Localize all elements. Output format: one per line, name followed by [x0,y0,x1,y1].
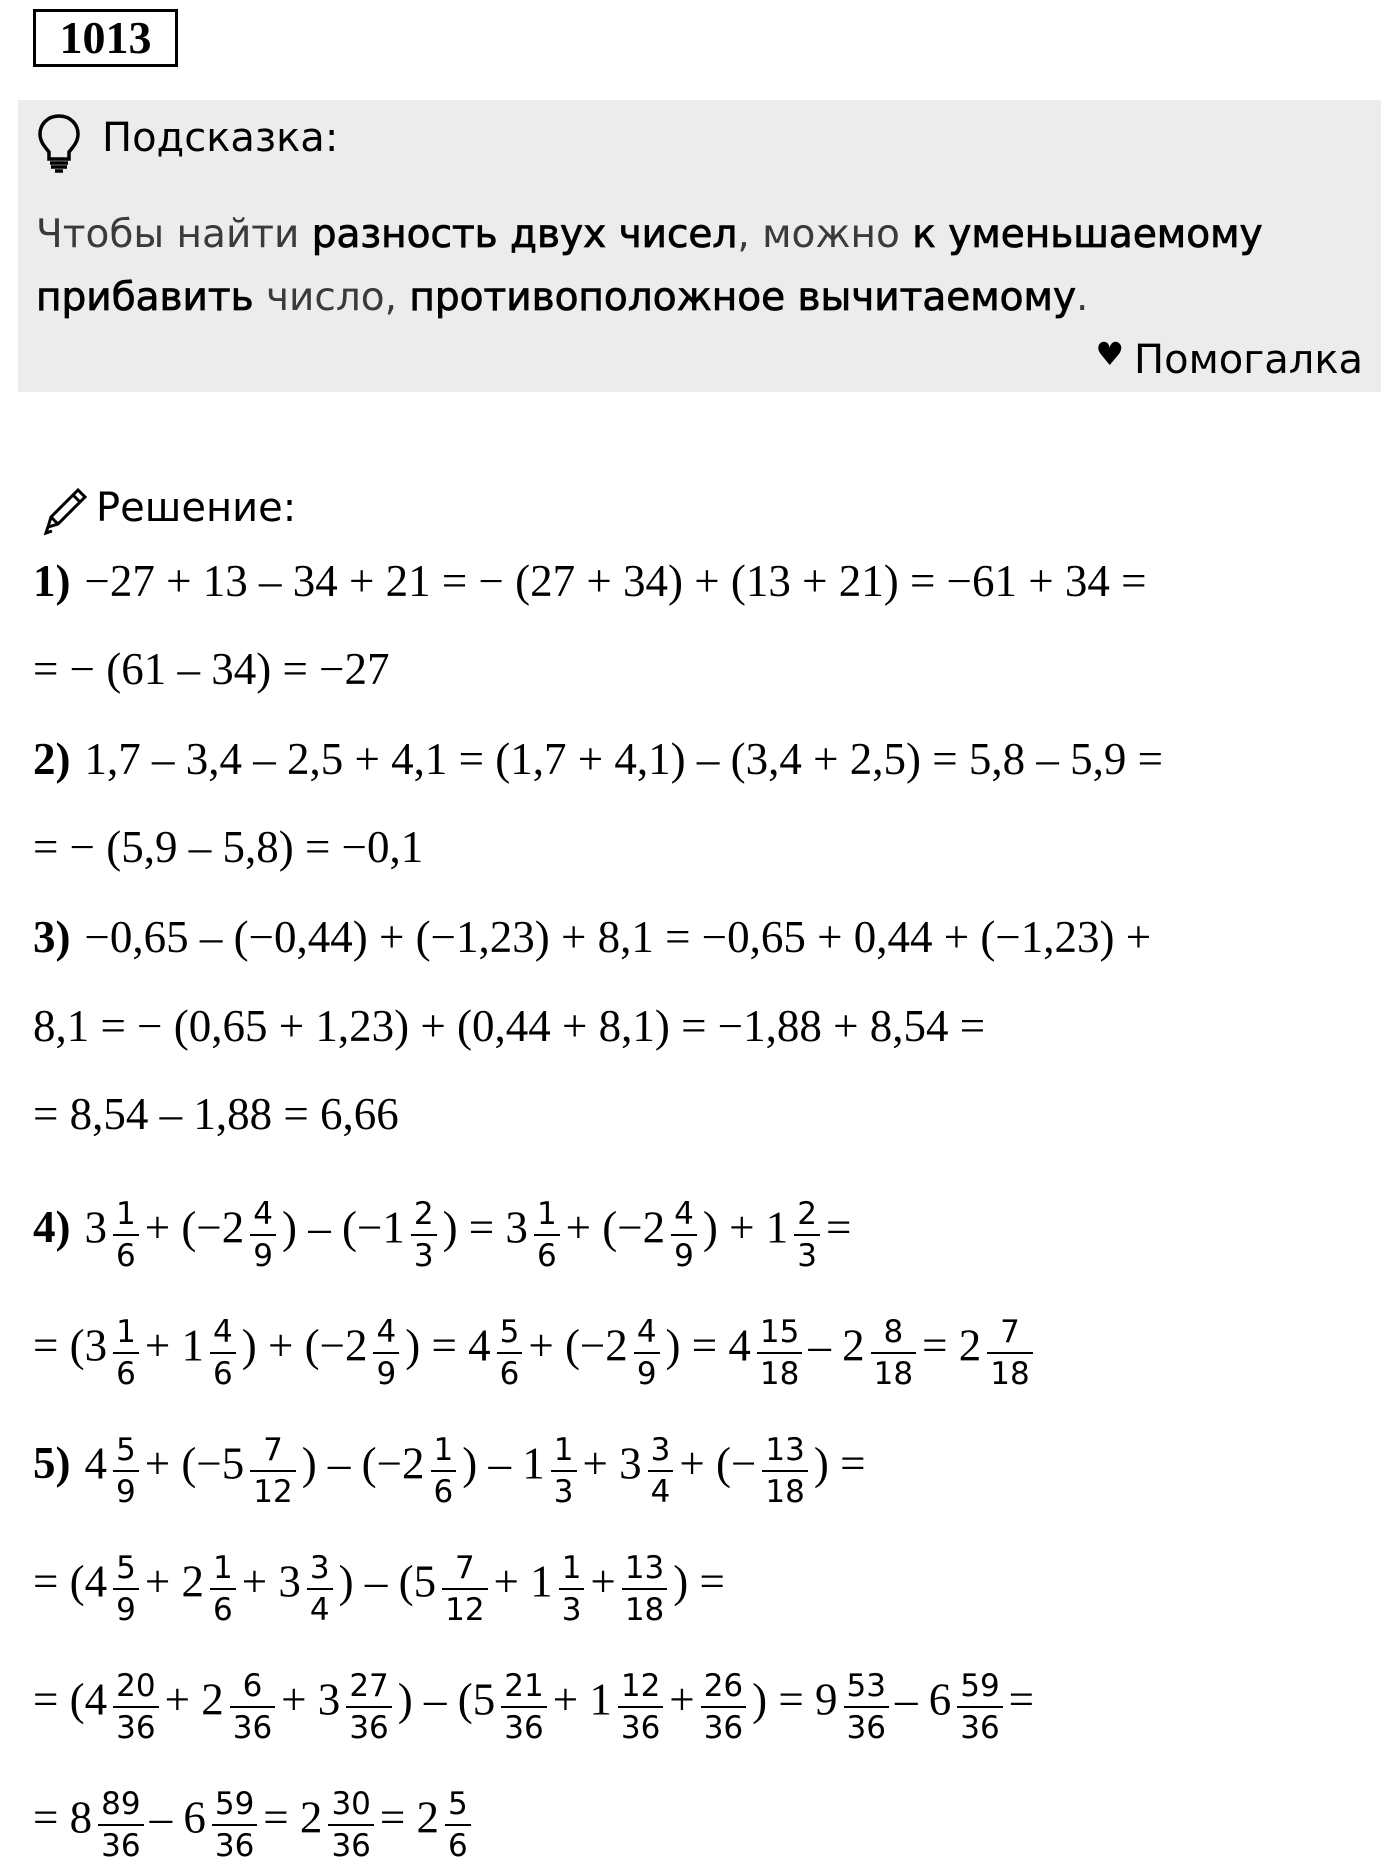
fraction-denominator: 36 [846,1710,886,1746]
fraction-numerator: 1 [551,1430,577,1472]
solution-line [33,1427,865,1509]
fraction [113,1666,158,1748]
fraction-denominator: 36 [349,1710,389,1746]
fraction [411,1194,437,1276]
fraction-numerator: 8 [871,1312,916,1354]
fraction-denominator: 12 [253,1474,293,1510]
expression-text: = 8,54 – 1,88 = 6,66 [33,1089,399,1139]
hint-segment: Чтобы найти [36,212,312,257]
expression-text: ) – (−1 [281,1202,405,1253]
fraction-numerator: 13 [762,1430,807,1472]
fraction-numerator: 3 [307,1548,333,1590]
fraction-denominator: 9 [376,1356,397,1392]
fraction-denominator: 6 [536,1238,557,1274]
fraction-denominator: 6 [116,1238,136,1274]
hint-title: Подсказка: [102,115,339,161]
fraction-denominator: 6 [213,1592,233,1628]
fraction [622,1548,667,1630]
expression-text: 1,7 – 3,4 – 2,5 + 4,1 = (1,7 + 4,1) – (3,4 + 2,5) = 5,8 – 5,9 = [84,734,1163,784]
hint-text [36,203,1366,329]
expression-text: = 2 [379,1792,440,1843]
solution-line [33,817,423,877]
fraction-denominator: 3 [413,1238,434,1274]
fraction-denominator: 36 [232,1710,273,1746]
fraction-numerator: 59 [212,1784,257,1826]
item-number: 5) [33,1438,71,1489]
fraction-denominator: 6 [116,1356,136,1392]
fraction [757,1312,802,1394]
fraction-denominator: 12 [445,1592,485,1628]
expression-text: + (−2 [144,1202,245,1253]
fraction-denominator: 9 [116,1474,136,1510]
solution-title: Решение: [96,485,297,531]
hint-emphasis: к уменьшаемому прибавить [36,212,1263,320]
fraction [534,1194,560,1276]
expression-text: = − (5,9 – 5,8) = −0,1 [33,822,424,872]
fraction [559,1548,585,1630]
expression-text: ) – (5 [338,1556,437,1607]
expression-text: ) + (−2 [241,1320,368,1371]
expression-text: + (−2 [565,1202,666,1253]
fraction [113,1548,139,1630]
fraction-denominator: 3 [561,1592,582,1628]
expression-text: ) – (−2 [301,1438,425,1489]
expression-text: = − (61 – 34) = −27 [33,644,390,694]
solution-line [33,729,1163,789]
fraction-denominator: 6 [499,1356,520,1392]
item-number: 3) [33,912,71,962]
hint-segment: число, [253,275,410,320]
fraction-numerator: 7 [250,1430,295,1472]
hint-emphasis: противоположное вычитаемому [409,275,1077,320]
solution-line [33,996,985,1056]
expression-text: = 2 [263,1792,323,1843]
expression-text: ) = 4 [405,1320,491,1371]
fraction [618,1666,663,1748]
fraction-denominator: 18 [873,1356,914,1392]
task-number: 1013 [33,9,178,67]
expression-text: = (4 [33,1556,108,1607]
fraction-denominator: 3 [553,1474,574,1510]
fraction-numerator: 20 [113,1666,158,1708]
expression-text: ) – (5 [397,1674,496,1725]
expression-text: 4 [84,1438,107,1489]
fraction-denominator: 9 [253,1238,273,1274]
pencil-icon [38,483,92,542]
fraction [230,1666,275,1748]
fraction-denominator: 6 [433,1474,454,1510]
fraction-numerator: 59 [957,1666,1002,1708]
fraction [431,1430,457,1512]
fraction-denominator: 36 [116,1710,156,1746]
fraction-numerator: 1 [113,1194,139,1236]
expression-text: – 2 [808,1320,865,1371]
fraction [551,1430,577,1512]
fraction [844,1666,889,1748]
heart-icon: ♥ [1095,335,1125,373]
expression-text: + 3 [281,1674,341,1725]
fraction-denominator: 3 [797,1238,818,1274]
fraction [210,1312,236,1394]
fraction-denominator: 36 [101,1828,141,1864]
expression-text: −27 + 13 – 34 + 21 = − (27 + 34) + (13 + 21) = −61 + 34 = [84,556,1147,606]
fraction-numerator: 15 [757,1312,802,1354]
fraction [212,1784,257,1866]
expression-text: + 1 [144,1320,204,1371]
fraction-numerator: 12 [618,1666,663,1708]
solution-line [33,1309,1039,1391]
fraction [210,1548,236,1630]
fraction [701,1666,746,1748]
fraction-numerator: 1 [534,1194,560,1236]
fraction [987,1312,1032,1394]
fraction [98,1784,143,1866]
fraction [250,1194,276,1276]
fraction-numerator: 2 [411,1194,437,1236]
fraction-numerator: 1 [431,1430,457,1472]
fraction-numerator: 53 [844,1666,889,1708]
fraction-denominator: 18 [759,1356,800,1392]
fraction [501,1666,546,1748]
credit [1095,336,1363,386]
fraction-numerator: 1 [559,1548,585,1590]
expression-text: ) = 3 [442,1202,528,1253]
fraction-numerator: 26 [701,1666,746,1708]
solution-line [33,1663,1034,1745]
fraction-denominator: 6 [448,1828,468,1864]
expression-text: = (3 [33,1320,108,1371]
fraction-numerator: 4 [210,1312,236,1354]
hint-segment: , можно [737,212,913,257]
fraction-denominator: 36 [214,1828,255,1864]
fraction-numerator: 7 [442,1548,487,1590]
fraction-denominator: 6 [213,1356,233,1392]
fraction [442,1548,487,1630]
hint-box [18,100,1381,392]
expression-text: ) + 1 [702,1202,789,1253]
fraction-numerator: 5 [497,1312,523,1354]
expression-text: ) – 1 [462,1438,545,1489]
expression-text: ) = [813,1438,866,1489]
fraction [634,1312,660,1394]
expression-text: ) = 4 [665,1320,751,1371]
solution-line [33,1084,399,1144]
fraction [648,1430,674,1512]
solution-line [33,1781,477,1863]
fraction [328,1784,373,1866]
fraction-numerator: 4 [373,1312,399,1354]
expression-text: – 6 [894,1674,952,1725]
fraction-numerator: 4 [634,1312,660,1354]
fraction-numerator: 4 [671,1194,697,1236]
expression-text: 8,1 = − (0,65 + 1,23) + (0,44 + 8,1) = −1,88 + 8,54 = [33,1001,986,1051]
hint-segment: . [1076,275,1089,320]
fraction-denominator: 18 [624,1592,665,1628]
expression-text: = [826,1202,852,1253]
expression-text: 3 [84,1202,107,1253]
lightbulb-icon [36,112,82,179]
expression-text: + 2 [144,1556,204,1607]
solution-line [33,1191,851,1273]
fraction [871,1312,916,1394]
fraction-denominator: 18 [990,1356,1030,1392]
fraction-denominator: 9 [636,1356,657,1392]
fraction-denominator: 36 [620,1710,661,1746]
fraction [957,1666,1002,1748]
expression-text: + 3 [241,1556,301,1607]
fraction-numerator: 13 [622,1548,667,1590]
expression-text: = (4 [33,1674,108,1725]
expression-text: – 6 [149,1792,206,1843]
fraction [113,1194,139,1276]
expression-text: + 1 [493,1556,553,1607]
expression-text: = 2 [922,1320,982,1371]
expression-text: = 8 [33,1792,93,1843]
fraction [113,1430,139,1512]
fraction [307,1548,333,1630]
solution-line [33,639,389,699]
fraction-numerator: 1 [210,1548,236,1590]
fraction-numerator: 27 [346,1666,391,1708]
fraction [346,1666,391,1748]
fraction [250,1430,295,1512]
solution-line [33,551,1146,611]
fraction-denominator: 9 [116,1592,136,1628]
fraction-denominator: 36 [504,1710,544,1746]
fraction-numerator: 6 [230,1666,275,1708]
fraction-numerator: 21 [501,1666,546,1708]
expression-text: + [590,1556,616,1607]
fraction-numerator: 5 [113,1430,139,1472]
fraction [113,1312,139,1394]
fraction [497,1312,523,1394]
fraction-denominator: 9 [674,1238,694,1274]
fraction-denominator: 36 [331,1828,371,1864]
expression-text: ) = 9 [752,1674,838,1725]
expression-text: −0,65 – (−0,44) + (−1,23) + 8,1 = −0,65 + 0,44 + (−1,23) + [84,912,1152,962]
item-number: 4) [33,1202,71,1253]
expression-text: + [669,1674,695,1725]
fraction [671,1194,697,1276]
item-number: 2) [33,734,71,784]
solution-line [33,907,1151,967]
expression-text: + 3 [582,1438,642,1489]
fraction-numerator: 89 [98,1784,143,1826]
fraction-denominator: 4 [650,1474,671,1510]
fraction-numerator: 30 [328,1784,373,1826]
fraction [794,1194,820,1276]
hint-emphasis: разность двух чисел [311,212,738,257]
fraction-numerator: 4 [250,1194,276,1236]
expression-text: + (−5 [144,1438,245,1489]
fraction-numerator: 2 [794,1194,820,1236]
fraction-numerator: 3 [648,1430,674,1472]
fraction-numerator: 5 [445,1784,471,1826]
expression-text: + 2 [164,1674,224,1725]
expression-text: + (−2 [528,1320,628,1371]
fraction-denominator: 4 [309,1592,330,1628]
fraction [373,1312,399,1394]
fraction-denominator: 36 [960,1710,1000,1746]
fraction-numerator: 5 [113,1548,139,1590]
expression-text: = [1008,1674,1035,1725]
expression-text: + (− [679,1438,757,1489]
fraction-numerator: 7 [987,1312,1032,1354]
expression-text: + 1 [552,1674,612,1725]
credit-label: Помогалка [1134,337,1363,383]
fraction-denominator: 18 [765,1474,805,1510]
fraction [445,1784,471,1866]
fraction [762,1430,807,1512]
solution-line [33,1545,725,1627]
fraction-denominator: 36 [703,1710,744,1746]
expression-text: ) = [673,1556,725,1607]
item-number: 1) [33,556,71,606]
fraction-numerator: 1 [113,1312,139,1354]
